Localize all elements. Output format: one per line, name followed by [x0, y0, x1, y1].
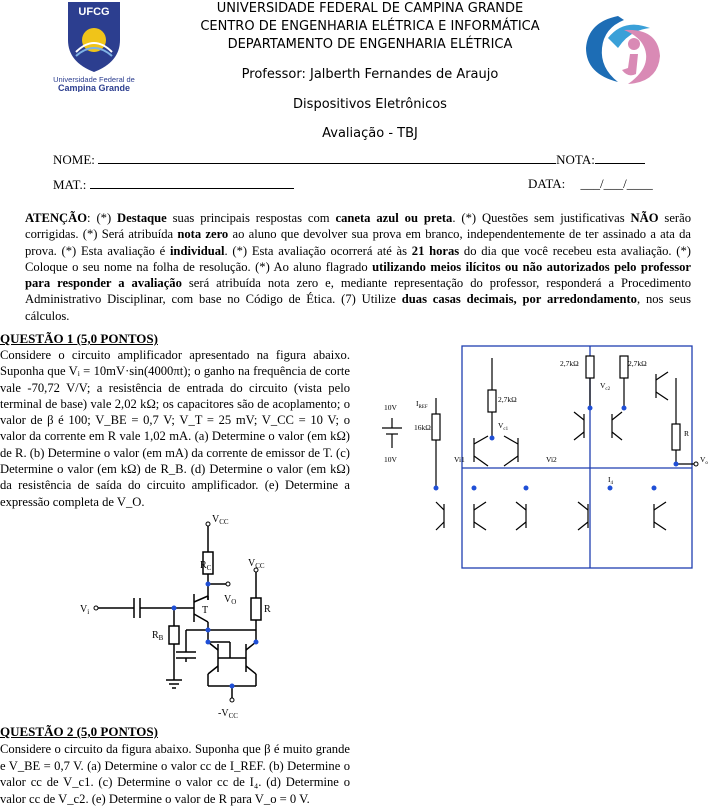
- name-label: NOME:: [53, 152, 95, 167]
- notice-atencao: ATENÇÃO: [25, 211, 88, 225]
- date-row: [528, 176, 653, 192]
- q1-title: QUESTÃO 1 (5,0 PONTOS): [0, 331, 158, 346]
- q1-circuit-diagram: [78, 512, 278, 722]
- notice-casas: duas casas decimais, por arredondamento: [401, 292, 637, 307]
- department-name: DEPARTAMENTO DE ENGENHARIA ELÉTRICA: [227, 37, 513, 52]
- notice-individual: individual: [169, 243, 225, 258]
- notice-t2: suas principais respostas com: [166, 211, 336, 225]
- exam-title: Avaliação - TBJ: [322, 126, 418, 141]
- svg-text:I4: $I_4$: [608, 475, 613, 486]
- svg-text:Vi2: Vi2: [546, 455, 557, 464]
- svg-text:RB: $R_B$: [152, 630, 164, 642]
- svg-text:VCC: $V_{CC}$: [212, 514, 229, 526]
- svg-text:2,7kΩ: 2,7kΩ: [628, 359, 647, 368]
- q2-circuit-diagram: [370, 338, 708, 578]
- svg-text:R: R: [264, 604, 271, 615]
- notice-t4: serão corrigidas. (*) Será atribuída: [25, 211, 691, 242]
- notice-nota-zero: nota zero: [177, 227, 229, 242]
- notice-t5: ao aluno que devolver sua prova em branco, independentemente de ter assinado a ata da prova. (*) Esta avaliação é: [25, 227, 692, 258]
- id-row: [53, 176, 294, 193]
- notice-horas: 21 horas: [411, 243, 460, 258]
- grade-label: NOTA:: [556, 152, 595, 167]
- q2-title: QUESTÃO 2 (5,0 PONTOS): [0, 724, 158, 739]
- svg-text:-VCC: $-V_{CC}$: [218, 708, 238, 720]
- q1-text: Considere o circuito amplificador apresentado na figura abaixo. Suponha que Vᵢ = 10mV·sin(4000πt); o ganho na frequência de corte vale -70,72 V/V; a resistência de entrada do circuito (vista pelo terminal de base) vale 2,02 kΩ; os capacitores são de acoplamento; o valor de β é 100; V_BE = 0,7 V; V_T = 25 mV; V_CC = 10 V; o valor da corrente em R vale 1,02 mA. (a) Determine o valor (em kΩ) de R. (b) Determine o valor (em mA) da corrente de emissor de T. (c) Determine o valor (em kΩ) de R_B. (d) Determine o valor (em kΩ) da resistência de saída do circuito amplificador. (e) Determine a expressão completa de V_O.: [0, 348, 350, 509]
- notice-t9: , nos seus cálculos.: [25, 292, 691, 323]
- university-name: UNIVERSIDADE FEDERAL DE CAMPINA GRANDE: [216, 1, 524, 16]
- svg-text:RC: $R_C$: [200, 560, 212, 572]
- name-row: [53, 151, 663, 168]
- svg-text:16kΩ: 16kΩ: [414, 423, 431, 432]
- svg-text:Vc1: $V_{c1}$: [498, 421, 509, 432]
- svg-text:T: T: [202, 605, 209, 616]
- ufcg-logo: [48, 0, 140, 92]
- notice-t7: do dia que você recebeu esta avaliação. (*) Coloque o seu nome na folha de resolução. (*) Ao aluno flagrado: [25, 243, 691, 274]
- notice-t3: . (*) Questões sem justificativas: [452, 211, 631, 225]
- shield-text: UFCG: [78, 6, 110, 18]
- grade-field[interactable]: [595, 151, 645, 164]
- center-name: CENTRO DE ENGENHARIA ELÉTRICA E INFORMÁTICA: [200, 19, 540, 34]
- svg-text:R: R: [684, 429, 690, 438]
- name-field[interactable]: [98, 151, 556, 164]
- svg-text:Vc2: $V_{c2}$: [600, 381, 611, 392]
- id-label: MAT.:: [53, 177, 87, 192]
- notice-caneta: caneta azul ou preta: [335, 211, 453, 225]
- svg-text:2,7kΩ: 2,7kΩ: [498, 395, 517, 404]
- dept-logo: [578, 8, 670, 90]
- svg-text:10V: 10V: [384, 403, 397, 412]
- course-name: Dispositivos Eletrônicos: [293, 97, 447, 112]
- notice-paragraph: [25, 210, 691, 324]
- svg-text:IREF: $I_{REF}$: [416, 399, 428, 410]
- id-field[interactable]: [90, 176, 294, 189]
- ufcg-shield-icon: [48, 0, 140, 92]
- logo-caption-2: Campina Grande: [57, 83, 131, 92]
- notice-nao: NÃO: [630, 211, 659, 225]
- notice-t6: . (*) Esta avaliação ocorrerá até às: [224, 243, 412, 258]
- notice-t1: : (*): [87, 211, 118, 225]
- svg-text:Vi: $V_i$: [80, 604, 90, 616]
- notice-ilicitos: utilizando meios ilícitos ou não autorizados pelo professor para responder a avaliação: [25, 259, 692, 291]
- svg-text:2,7kΩ: 2,7kΩ: [560, 359, 579, 368]
- svg-text:VCC: $V_{CC}$: [248, 558, 265, 570]
- svg-text:10V: 10V: [384, 455, 397, 464]
- svg-text:Vo: $V_o$: [700, 455, 708, 466]
- notice-destaque: Destaque: [117, 211, 167, 225]
- svg-text:Vi1: Vi1: [454, 455, 465, 464]
- q2-text: Considere o circuito da figura abaixo. Suponha que β é muito grande e V_BE = 0,7 V. (a) Determine o valor cc de I_REF. (b) Determine o valor cc de V_c1. (c) Determine o valor cc de I₄. (d) Determine o valor cc de V_c2. (e) Determine o valor de R para V_o = 0 V.: [0, 742, 350, 806]
- date-label: DATA:: [528, 176, 566, 191]
- notice-t8: será atribuída nota zero e, mediante representação do professor, responderá a Procedimento Administrativo Disciplinar, com base no Código de Ética. (7) Utilize: [25, 276, 691, 307]
- professor-name: Professor: Jalberth Fernandes de Araujo: [241, 67, 499, 82]
- svg-text:VO: $V_O$: [224, 594, 237, 606]
- date-field[interactable]: ___/___/____: [580, 176, 653, 191]
- dept-logo-icon: [578, 8, 670, 90]
- logo-caption-1: Universidade Federal de: [53, 75, 135, 84]
